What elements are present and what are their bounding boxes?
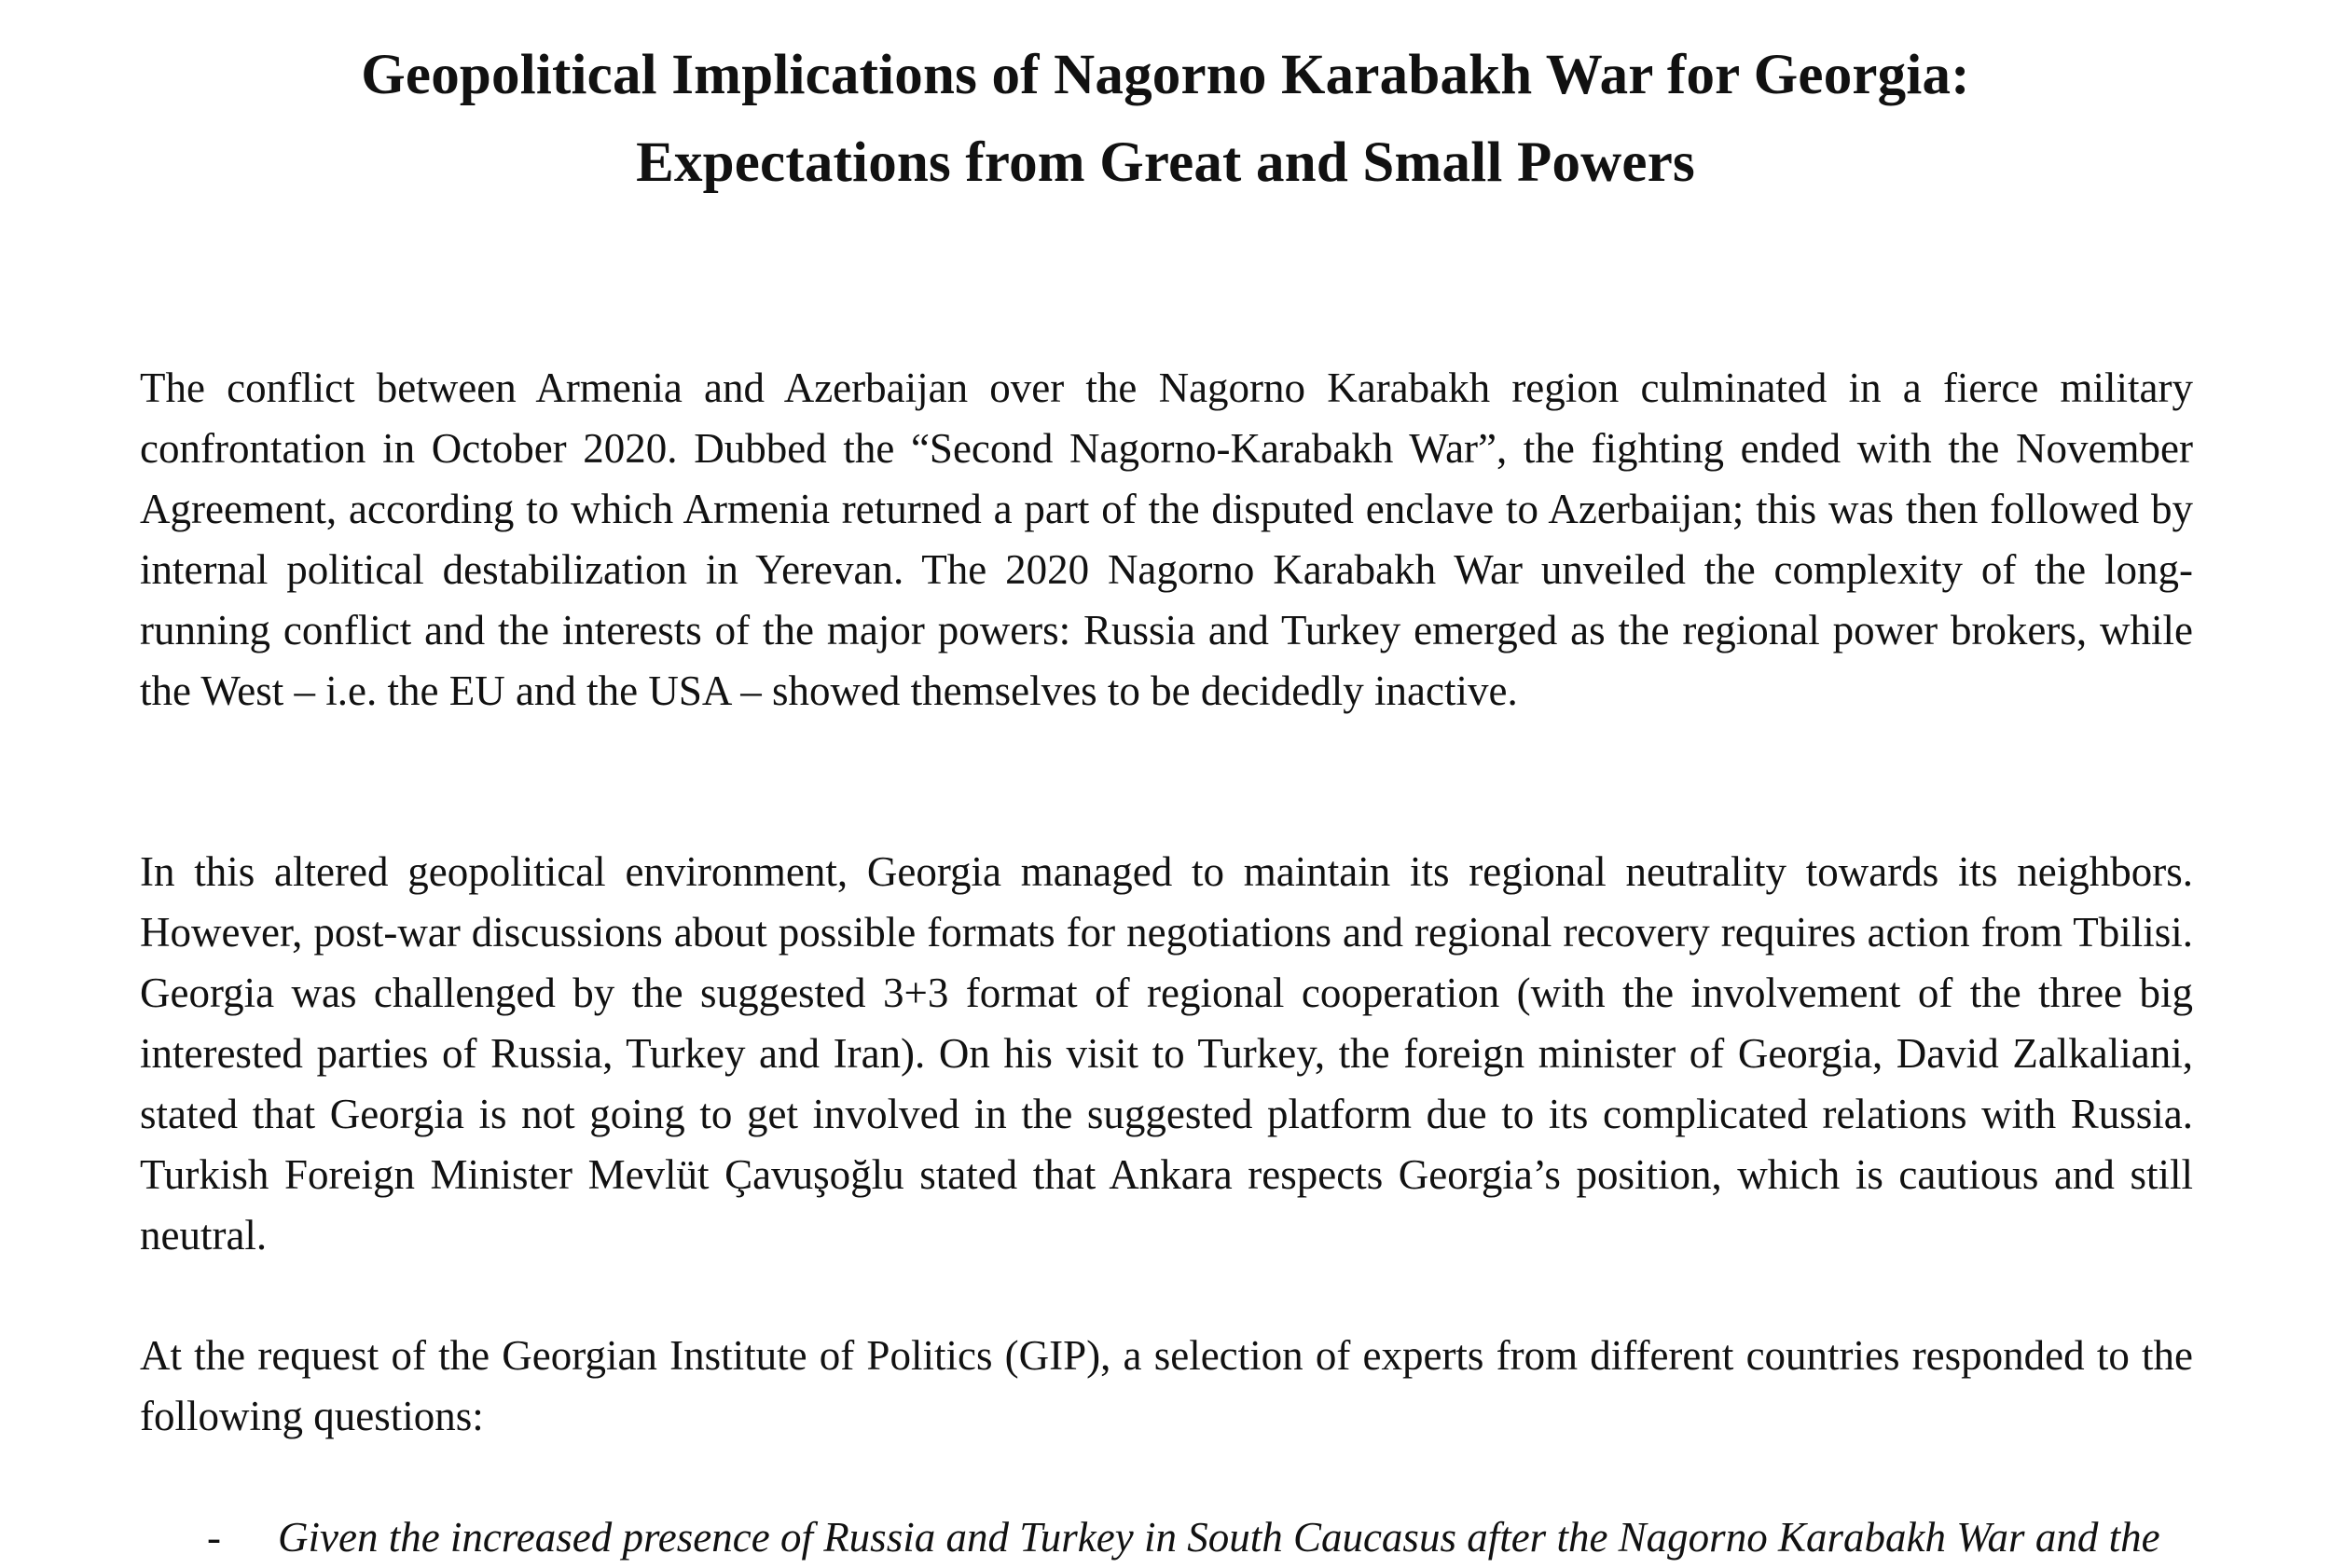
question-text: Given the increased presence of Russia and Turkey in South Caucasus after the Nagorno Karabakh War and the [278,1514,2160,1561]
paragraph-intro: The conflict between Armenia and Azerbaijan over the Nagorno Karabakh region culminated in a fierce military confrontation in October 2020. Dubbed the “Second Nagorno-Karabakh War”, the fighting ended with the November Agreement, according to which Armenia returned a part of the disputed enclave to Azerbaijan; this was then followed by internal political destabilization in Yerevan. The 2020 Nagorno Karabakh War unveiled the complexity of the long-running conflict and the interests of the major powers: Russia and Turkey emerged as the regional power brokers, while the West – i.e. the EU and the USA – showed themselves to be decidedly inactive. [140,364,2193,714]
list-item [140,1507,2193,1568]
title-line-2: Expectations from Great and Small Powers [636,131,1695,194]
document-title [0,32,2331,207]
title-line-1: Geopolitical Implications of Nagorno Karabakh War for Georgia: [361,44,1970,106]
paragraph-georgia-neutrality: In this altered geopolitical environment, Georgia managed to maintain its regional neutrality towards its neighbors. However, post-war discussions about possible formats for negotiations and regional recovery requires action from Tbilisi. Georgia was challenged by the suggested 3+3 format of regional cooperation (with the involvement of the three big interested parties of Russia, Turkey and Iran). On his visit to Turkey, the foreign minister of Georgia, David Zalkaliani, stated that Georgia is not going to get involved in the suggested platform due to its complicated relations with Russia. Turkish Foreign Minister Mevlüt Çavuşoğlu stated that Ankara respects Georgia’s position, which is cautious and still neutral. [140,848,2193,1259]
list-dash-marker: - [207,1514,221,1561]
paragraph-gip-request: At the request of the Georgian Institute of Politics (GIP), a selection of experts from different countries responded to the following questions: [140,1332,2193,1439]
question-list [140,1507,2193,1568]
